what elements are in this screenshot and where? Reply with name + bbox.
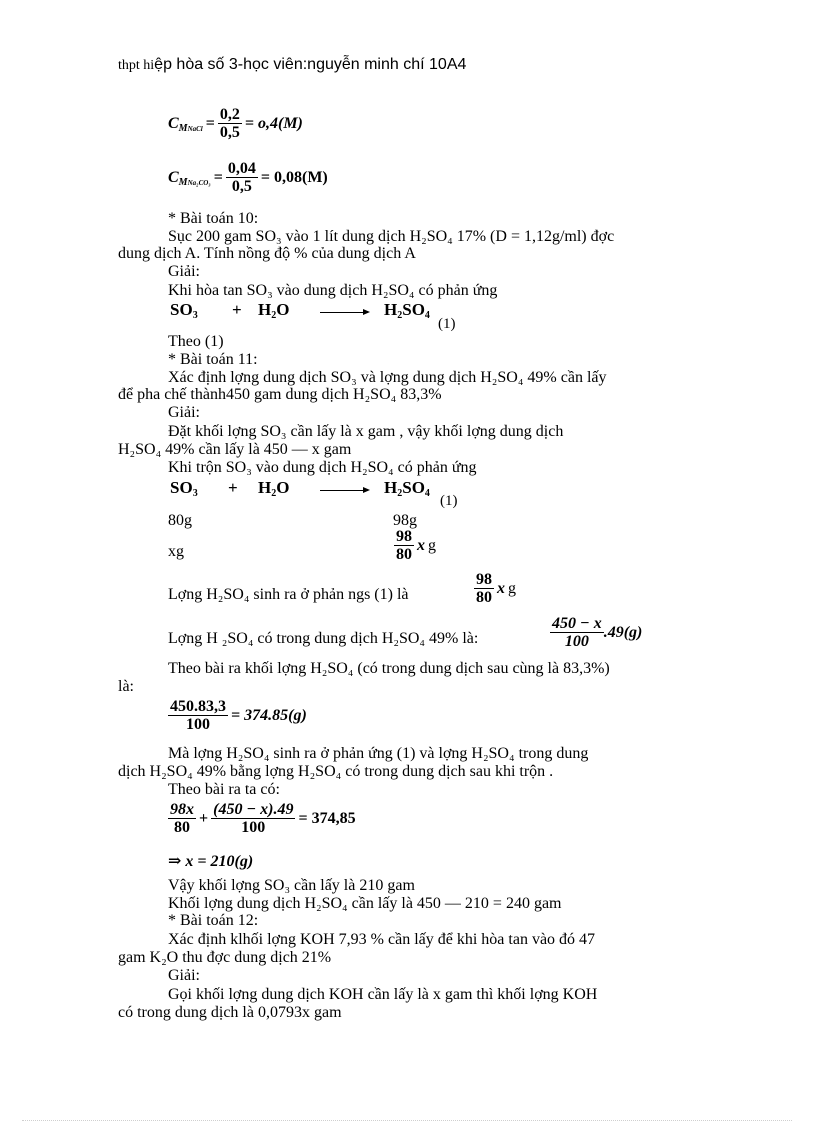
formula-c-nacl: $C_{MNaCl}$ = $\frac{0,2}{0,5}$ = o,4(M): [168, 106, 303, 141]
text-line: gam K₂O thu đợc dung dịch 21%: [118, 949, 332, 966]
text-line: Xác định klhối lợng KOH 7,93 % cần lấy để khi hòa tan vào đó 47: [168, 931, 596, 948]
reaction-reactant-so3: $SO_3$: [170, 300, 198, 321]
text-line: Mà lợng H₂SO₄ sinh ra ở phản ứng (1) và lợng H₂SO₄ trong dung: [168, 745, 589, 762]
text-line: Theo bài ra ta có:: [168, 781, 280, 798]
fraction: $\frac{(450 - x).49}{100}$: [213, 801, 294, 836]
formula-symbol: $C_{MNa_2CO_3}$: [168, 168, 211, 188]
label-giai: Giải:: [168, 263, 200, 280]
reaction-plus: +: [228, 478, 238, 497]
text-line: Vậy khối lợng SO₃ cần lấy là 210 gam: [168, 877, 415, 894]
text-line: để pha chế thành450 gam dung dịch H₂SO₄ 83,3%: [118, 386, 442, 403]
fraction: $\frac{0,2}{0,5}$: [219, 106, 240, 141]
text-line: Theo bài ra khối lợng H₂SO₄ (có trong dung dịch sau cùng là 83,3%): [168, 660, 610, 677]
text-line: là:: [118, 678, 134, 695]
formula-sinh-ra: $\frac{98}{80}$ x g: [476, 571, 516, 606]
page-header: [118, 56, 466, 75]
formula-main-equation: $\frac{98x}{80}$ + $\frac{(450 - x).49}{100}$ = 374,85: [170, 801, 356, 836]
formula-result-x: ⇒ x = 210(g): [168, 853, 254, 870]
text-line: Khi trộn SO₃ vào dung dịch H₂SO₄ có phản ứng: [168, 459, 477, 476]
formula-374: $\frac{450.83,3}{100}$ = 374.85(g): [170, 698, 307, 733]
formula-result: = o,4(M): [244, 114, 303, 132]
formula-symbol: $C_{MNaCl}$: [168, 114, 203, 134]
reaction-number: (1): [440, 493, 458, 509]
label-giai: Giải:: [168, 967, 200, 984]
fraction: $\frac{450.83,3}{100}$: [170, 698, 226, 733]
stoich-so3-x: xg: [168, 543, 184, 560]
heading-bai-toan-12: * Bài toán 12:: [168, 912, 259, 929]
fraction: $\frac{98x}{80}$: [170, 801, 194, 836]
heading-bai-toan-11: * Bài toán 11:: [168, 351, 258, 368]
reaction-plus: +: [232, 300, 242, 319]
text-line: Khi hòa tan SO₃ vào dung dịch H₂SO₄ có phản ứng: [168, 282, 498, 299]
reaction-product-h2so4: $H_2SO_4$: [384, 300, 430, 321]
text-line: Sục 200 gam SO₃ vào 1 lít dung dịch H₂SO₄ 17% (D = 1,12g/ml) đợc: [168, 228, 615, 245]
formula-c-na2co3: $C_{MNa_2CO_3}$ = $\frac{0,04}{0,5}$ = 0,08(M): [168, 160, 328, 195]
heading-bai-toan-10: * Bài toán 10:: [168, 210, 259, 227]
fraction: $\frac{450 - x}{100}$: [552, 615, 602, 650]
fraction: $\frac{0,04}{0,5}$: [227, 160, 256, 195]
stoich-h2so4-x: $\frac{98}{80}$ x g: [396, 528, 436, 563]
reaction-arrow-icon: [320, 312, 368, 313]
text-line: Gọi khối lợng dung dịch KOH cần lấy là x gam thì khối lợng KOH: [168, 986, 598, 1003]
fraction: $\frac{98}{80}$: [476, 571, 492, 606]
text-line: H₂SO₄ 49% cần lấy là 450 — x gam: [118, 441, 352, 458]
text-line: Xác định lợng dung dịch SO₃ và lợng dung dịch H₂SO₄ 49% cần lấy: [168, 369, 607, 386]
text-line: Lợng H ₂SO₄ có trong dung dịch H₂SO₄ 49% là:: [168, 630, 479, 647]
formula-result: = 0,08(M): [260, 168, 328, 186]
reaction-number: (1): [438, 316, 456, 332]
text-line: Theo (1): [168, 333, 224, 350]
stoich-so3-mass: 80g: [168, 512, 192, 529]
page-bottom-divider: [22, 1120, 792, 1121]
text-line: dung dịch A. Tính nồng độ % của dung dịch A: [118, 245, 416, 262]
reaction-product-h2so4: $H_2SO_4$: [384, 478, 430, 499]
header-text: ệp hòa số 3-học viên:nguyễn minh chí 10A4: [154, 56, 467, 73]
fraction: $\frac{98}{80}$: [396, 528, 412, 563]
label-giai: Giải:: [168, 404, 200, 421]
text-line: Khối lợng dung dịch H₂SO₄ cần lấy là 450 — 210 = 240 gam: [168, 895, 562, 912]
text-line: dịch H₂SO₄ 49% bằng lợng H₂SO₄ có trong dung dịch sau khi trộn .: [118, 763, 554, 780]
reaction-reactant-h2o: $H_2O$: [258, 478, 290, 499]
reaction-reactant-h2o: $H_2O$: [258, 300, 290, 321]
text-line: Lợng H₂SO₄ sinh ra ở phản ngs (1) là: [168, 586, 409, 603]
formula-h2so4-49: $\frac{450 - x}{100}$ .49(g): [552, 615, 643, 650]
reaction-arrow-icon: [320, 490, 368, 491]
stoich-h2so4-mass: 98g: [393, 512, 417, 529]
header-prefix: thpt hi: [118, 58, 155, 73]
reaction-reactant-so3: $SO_3$: [170, 478, 198, 499]
text-line: có trong dung dịch là 0,0793x gam: [118, 1004, 342, 1021]
text-line: Đặt khối lợng SO₃ cần lấy là x gam , vậy khối lợng dung dịch: [168, 423, 564, 440]
